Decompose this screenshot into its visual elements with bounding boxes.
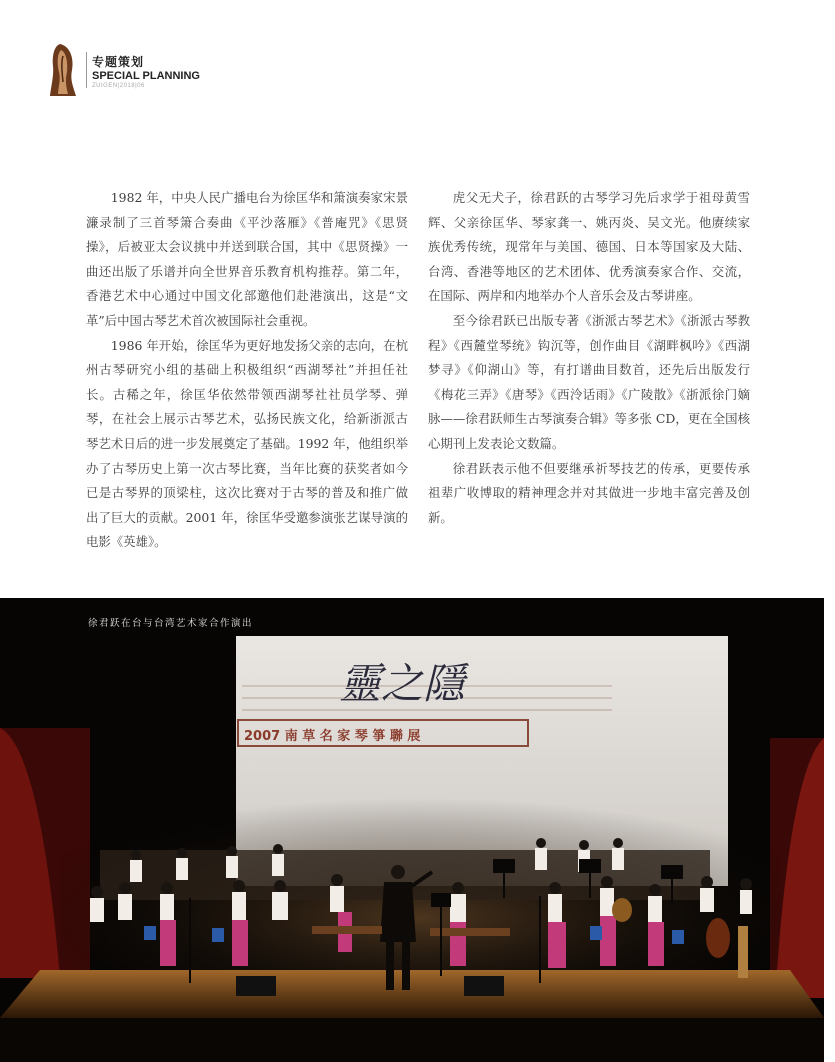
stage-floor bbox=[0, 970, 824, 1018]
issue-label: ZUIGEN|2018|06 bbox=[92, 83, 145, 89]
section-title-cn: 专题策划 bbox=[92, 55, 145, 69]
zuigen-logo-icon bbox=[46, 42, 80, 100]
paragraph: 1982 年，中央人民广播电台为徐匡华和箫演奏家宋景濂录制了三首琴箫合奏曲《平沙落雁》《普庵咒》《思贤操》，后被亚太会议挑中并送到联合国，其中《思贤操》一曲还出版了乐谱并向全世界音乐教育机构推荐。第二年，香港艺术中心通过中国文化部邀他们赴港演出，这是“文革”后中国古琴艺术首次被国际社会重视。 bbox=[86, 190, 408, 328]
article-right-column bbox=[428, 186, 750, 530]
paragraph: 至今徐君跃已出版专著《浙派古琴艺术》《浙派古琴教程》《西麓堂琴统》钩沉等，创作曲目《湖畔枫吟》《西湖梦寻》《仰湖山》等，有打谱曲目数首，还先后出版发行《梅花三弄》《唐琴》《西泠话雨》《广陵散》《浙派徐门嫡脉——徐君跃师生古琴演奏合辑》等多张 CD，更在全国核心期刊上发表论文数篇。 bbox=[428, 312, 750, 451]
paragraph: 虎父无犬子，徐君跃的古琴学习先后求学于祖母黄雪辉、父亲徐匡华、琴家龚一、姚丙炎、吴文光。他赓续家族优秀传统，现常年与美国、德国、日本等国家及大陆、台湾、香港等地区的艺术团体、优秀演奏家合作、交流，在国际、两岸和内地举办个人音乐会及古琴讲座。 bbox=[428, 190, 750, 304]
paragraph: 1986 年开始，徐匡华为更好地发扬父亲的志向，在杭州古琴研究小组的基础上积极组织“西湖琴社”并担任社长。古稀之年，徐匡华依然带领西湖琴社社员学琴、弹琴，在社会上展示古琴艺术，弘扬民族文化，给新浙派古琴艺术日后的进一步发展奠定了基础。1992 年，他组织举办了古琴历史上第一次古琴比赛，当年比赛的获奖者如今已是古琴界的顶梁柱，这次比赛对于古琴的普及和推广做出了巨大的贡献。2001 年，徐匡华受邀参演张艺谋导演的电影《英雄》。 bbox=[86, 337, 408, 550]
paragraph: 徐君跃表示他不但要继承祈琴技艺的传承，更要传承祖辈广收博取的精神理念并对其做进一步地丰富完善及创新。 bbox=[428, 460, 750, 525]
article-left-column bbox=[86, 186, 408, 555]
stage-monitor bbox=[464, 976, 504, 996]
stage-monitor bbox=[236, 976, 276, 996]
section-title-en: SPECIAL PLANNING bbox=[92, 70, 200, 82]
concert-photo bbox=[0, 598, 824, 1062]
banner-title: 靈之隱 bbox=[338, 659, 466, 708]
concert-illustration bbox=[0, 598, 824, 1062]
photo-caption: 徐君跃在台与台湾艺术家合作演出 bbox=[88, 618, 254, 629]
header-divider bbox=[86, 52, 87, 88]
banner-subtitle: 2007 南 草 名 家 琴 箏 聯 展 bbox=[244, 729, 421, 744]
